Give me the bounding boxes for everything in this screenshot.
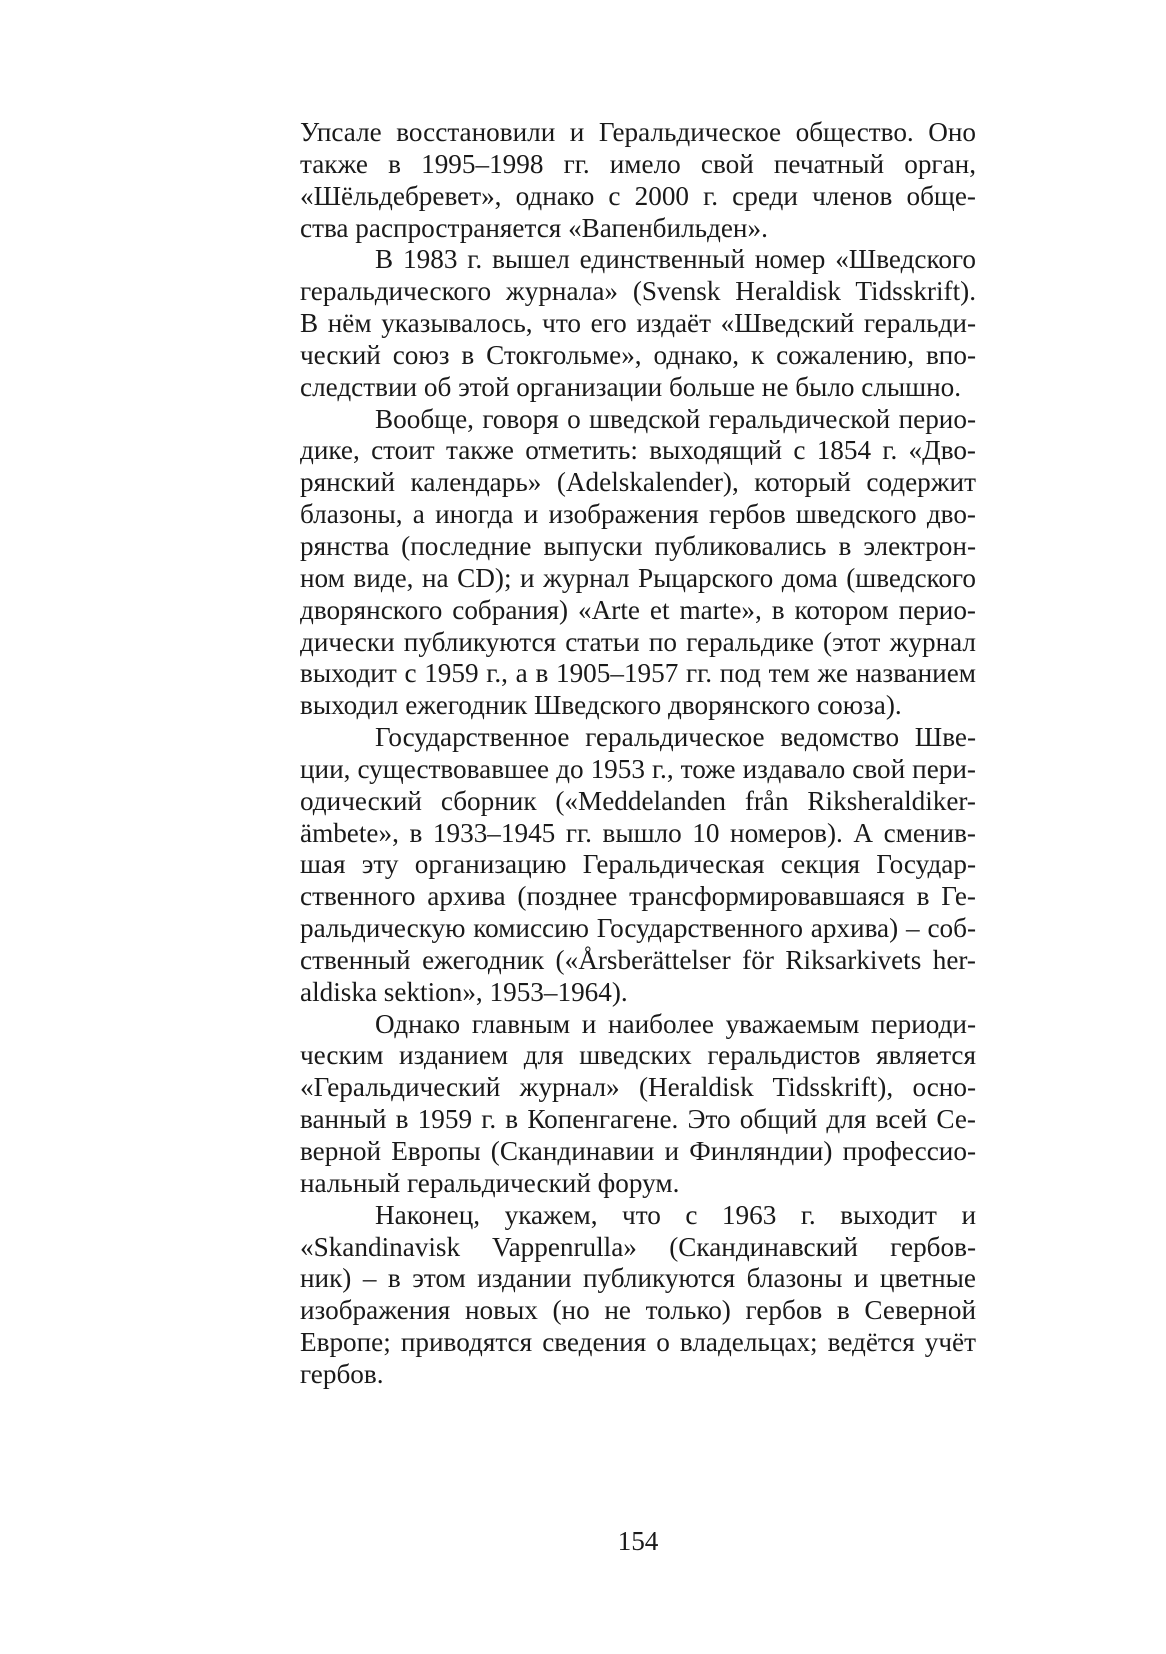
text-line: дике, стоит также отметить: выходящий с 1854 г. «Дво- (300, 435, 976, 466)
text-line: ämbete», в 1933–1945 гг. вышло 10 номеров). А сменив- (300, 817, 976, 848)
text-line: верной Европы (Скандинавии и Финляндии) профессио- (300, 1136, 976, 1166)
text-line: Однако главным и наиболее уважаемым периоди- (375, 1008, 976, 1039)
paragraph (300, 722, 976, 1009)
text-line: одический сборник («Meddelanden från Riksheraldiker- (300, 785, 976, 816)
text-line: гербов. (300, 1358, 384, 1389)
text-line: Упсале восстановили и Геральдическое общество. Оно (300, 117, 976, 147)
text-line: следствии об этой организации больше не было слышно. (300, 371, 962, 402)
text-line: ник) – в этом издании публикуются блазоны и цветные (300, 1263, 976, 1294)
text-line: изображения новых (но не только) гербов в Северной (300, 1295, 976, 1326)
text-line: Наконец, укажем, что с 1963 г. выходит и (375, 1199, 976, 1230)
text-line: ральдическую комиссию Государственного архива) – соб- (300, 913, 976, 944)
text-line: ческий союз в Стокгольме», однако, к сожалению, впо- (300, 339, 976, 370)
text-line: нальный геральдический форум. (300, 1167, 680, 1198)
text-line: дворянского собрания) «Arte et marte», в котором перио- (300, 594, 976, 625)
text-line: ства распространяется «Вапенбильден». (300, 212, 768, 243)
text-line: ческим изданием для шведских геральдистов является (300, 1040, 976, 1071)
text-line: блазоны, а иногда и изображения гербов шведского дво- (300, 499, 976, 530)
text-line: также в 1995–1998 гг. имело свой печатный орган, (300, 148, 976, 179)
text-line: шая эту организацию Геральдическая секция Государ- (300, 849, 976, 880)
text-line: Вообще, говоря о шведской геральдической перио- (375, 403, 976, 434)
text-line: выходит с 1959 г., а в 1905–1957 гг. под тем же названием (300, 658, 976, 689)
paragraph (300, 1200, 976, 1391)
page-number: 154 (617, 1526, 659, 1556)
body-text (300, 117, 976, 1391)
text-line: ном виде, на CD); и журнал Рыцарского дома (шведского (300, 562, 976, 593)
text-line: Государственное геральдическое ведомство Шве- (375, 722, 976, 753)
text-line: В нём указывалось, что его издаёт «Шведский геральди- (300, 308, 976, 339)
text-line: «Skandinavisk Vappenrulla» (Скандинавский гербов- (300, 1231, 976, 1262)
text-line: ственный ежегодник («Årsberättelser för Riksarkivets her- (300, 944, 976, 975)
text-line: ции, существовавшее до 1953 г., тоже издавало свой пери- (300, 753, 976, 784)
text-line: ванный в 1959 г. в Копенгагене. Это общий для всей Се- (300, 1104, 976, 1135)
text-line: выходил ежегодник Шведского дворянского союза). (300, 690, 902, 721)
text-line: дически публикуются статьи по геральдике (этот журнал (300, 626, 976, 657)
paragraph (300, 244, 976, 403)
text-line: «Шёльдебревет», однако с 2000 г. среди членов обще- (300, 180, 976, 211)
text-line: aldiska sektion», 1953–1964). (300, 976, 628, 1007)
text-line: «Геральдический журнал» (Heraldisk Tidsskrift), осно- (300, 1072, 976, 1103)
text-line: геральдического журнала» (Svensk Heraldisk Tidsskrift). (300, 276, 976, 307)
text-line: рянский календарь» (Adelskalender), который содержит (300, 467, 976, 498)
paragraph (300, 404, 976, 722)
paragraph (300, 117, 976, 244)
paragraph (300, 1009, 976, 1200)
text-line: Европе; приводятся сведения о владельцах; ведётся учёт (300, 1327, 976, 1358)
text-line: В 1983 г. вышел единственный номер «Шведского (375, 244, 976, 275)
text-line: ственного архива (позднее трансформировавшаяся в Ге- (300, 881, 976, 912)
text-line: рянства (последние выпуски публиковались в электрон- (300, 530, 976, 561)
